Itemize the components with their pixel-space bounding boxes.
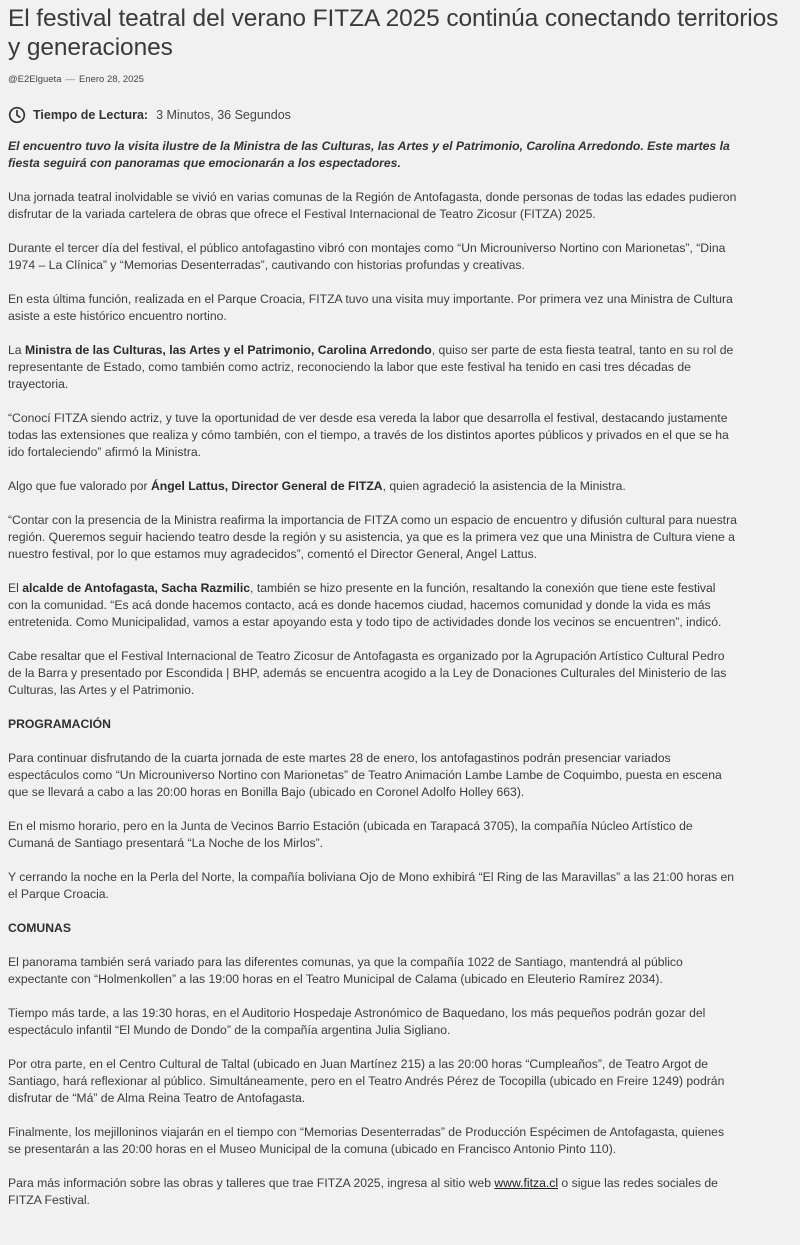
paragraph-3: En esta última función, realizada en el Parque Croacia, FITZA tuvo una visita muy importante. Por primera vez una Ministra de Cultura asiste a este histórico encuentro nortino. bbox=[8, 292, 733, 323]
section-heading-programacion: PROGRAMACIÓN bbox=[8, 717, 111, 731]
paragraph-17-post: o sigue las redes sociales de FITZA Festival. bbox=[8, 1176, 718, 1207]
paragraph-4 bbox=[8, 342, 738, 393]
clock-icon bbox=[8, 106, 26, 124]
paragraph-4-pre: La bbox=[8, 343, 25, 357]
mayor-name: alcalde de Antofagasta, Sacha Razmilic bbox=[22, 581, 251, 595]
director-name: Ángel Lattus, Director General de FITZA bbox=[150, 479, 383, 493]
paragraph-8-pre: El bbox=[8, 581, 23, 595]
paragraph-10: Para continuar disfrutando de la cuarta jornada de este martes 28 de enero, los antofagastinos podrán presenciar variados espectáculos como “Un Microuniverso Nortino con Marionetas” de Teatro Animación Lambe Lambe de Coquimbo, puesta en escena que se llevará a cabo a las 20:00 horas en Bonilla Bajo (ubicado en Coronel Adolfo Holley 663). bbox=[8, 751, 722, 799]
article-lead: El encuentro tuvo la visita ilustre de la Ministra de las Culturas, las Artes y el Patrimonio, Carolina Arredondo. Este martes la fiesta seguirá con panoramas que emocionarán a los espectadores. bbox=[8, 139, 730, 170]
paragraph-7: “Contar con la presencia de la Ministra reafirma la importancia de FITZA como un espacio de encuentro y difusión cultural para nuestra región. Queremos seguir haciendo teatro desde la región y su asistencia, ya que es la primera vez que una Ministra de Cultura viene a nuestro festival, por lo que estamos muy agradecidos”, comentó el Director General, Angel Lattus. bbox=[8, 513, 737, 561]
meta-separator: — bbox=[65, 74, 75, 85]
paragraph-5: “Conocí FITZA siendo actriz, y tuve la oportunidad de ver desde esa vereda la labor que desarrolla el festival, destacando justamente todas las extensiones que realiza y cómo también, con el tiempo, a través de los distintos aportes públicos y privados en el que se ha ido fortaleciendo” afirmó la Ministra. bbox=[8, 411, 729, 459]
paragraph-6 bbox=[8, 478, 738, 495]
publish-date: Enero 28, 2025 bbox=[78, 74, 144, 85]
paragraph-9: Cabe resaltar que el Festival Internacional de Teatro Zicosur de Antofagasta es organizado por la Agrupación Artístico Cultural Pedro de la Barra y presentado por Escondida | BHP, además se encuentra acogido a la Ley de Donaciones Culturales del Ministerio de las Culturas, las Artes y el Patrimonio. bbox=[8, 649, 727, 697]
paragraph-8-post: , también se hizo presente en la función, resaltando la conexión que tiene este festival con la comunidad. “Es acá donde hacemos contacto, acá es donde hacemos ciudad, hacemos comunidad y donde la vida es más entretenida. Como Municipalidad, vamos a estar apoyando esta y todo tipo de actividades donde los vecinos se encuentren”, indicó. bbox=[8, 581, 722, 629]
paragraph-17-pre: Para más información sobre las obras y talleres que trae FITZA 2025, ingresa al sitio web bbox=[8, 1176, 495, 1190]
paragraph-6-post: , quien agradeció la asistencia de la Ministra. bbox=[382, 479, 626, 493]
fitza-website-link[interactable]: www.fitza.cl bbox=[494, 1176, 559, 1190]
paragraph-6-pre: Algo que fue valorado por bbox=[8, 479, 151, 493]
minister-name: Ministra de las Culturas, las Artes y el Patrimonio, Carolina Arredondo bbox=[24, 343, 432, 357]
paragraph-13: El panorama también será variado para las diferentes comunas, ya que la compañía 1022 de Santiago, mantendrá al público expectante con “Holmenkollen” a las 19:00 horas en el Teatro Municipal de Calama (ubicado en Eleuterio Ramírez 2034). bbox=[8, 955, 683, 986]
paragraph-12: Y cerrando la noche en la Perla del Norte, la compañía boliviana Ojo de Mono exhibirá “El Ring de las Maravillas” a las 21:00 horas en el Parque Croacia. bbox=[8, 870, 735, 901]
reading-time-label: Tiempo de Lectura: bbox=[33, 108, 149, 122]
paragraph-17 bbox=[8, 1175, 738, 1209]
reading-time bbox=[8, 106, 792, 124]
paragraph-14: Tiempo más tarde, a las 19:30 horas, en el Auditorio Hospedaje Astronómico de Baquedano, los más pequeños podrán gozar del espectáculo infantil “El Mundo de Dondo” de la compañía argentina Julia Sigliano. bbox=[8, 1006, 706, 1037]
section-heading-comunas: COMUNAS bbox=[8, 921, 71, 935]
paragraph-16: Finalmente, los mejilloninos viajarán en el tiempo con “Memorias Desenterradas” de Producción Espécimen de Antofagasta, quienes se presentarán a las 20:00 horas en el Museo Municipal de la comuna (ubicado en Francisco Antonio Pinto 110). bbox=[8, 1125, 725, 1156]
reading-time-value: 3 Minutos, 36 Segundos bbox=[156, 108, 291, 122]
paragraph-2: Durante el tercer día del festival, el público antofagastino vibró con montajes como “Un Microuniverso Nortino con Marionetas”, “Dina 1974 – La Clínica” y “Memorias Desenterradas”, cautivando con historias profundas y creativas. bbox=[8, 241, 726, 272]
paragraph-11: En el mismo horario, pero en la Junta de Vecinos Barrio Estación (ubicada en Tarapacá 3705), la compañía Núcleo Artístico de Cumaná de Santiago presentará “La Noche de los Mirlos”. bbox=[8, 819, 693, 850]
paragraph-8 bbox=[8, 580, 738, 631]
author-link[interactable]: @E2Elgueta bbox=[8, 74, 62, 85]
paragraph-15: Por otra parte, en el Centro Cultural de Taltal (ubicado en Juan Martínez 215) a las 20:00 horas “Cumpleaños”, de Teatro Argot de Santiago, hará reflexionar al público. Simultáneamente, pero en el Teatro Andrés Pérez de Tocopilla (ubicado en Freire 1249) podrán disfrutar de “Má” de Alma Reina Teatro de Antofagasta. bbox=[8, 1057, 725, 1105]
article-title: El festival teatral del verano FITZA 2025 continúa conectando territorios y generaciones bbox=[8, 5, 779, 61]
paragraph-4-post: , quiso ser parte de esta fiesta teatral, tanto en su rol de representante de Estado, como también como actriz, reconociendo la labor que este festival ha tenido en casi tres décadas de trayectoria. bbox=[8, 343, 734, 391]
paragraph-1: Una jornada teatral inolvidable se vivió en varias comunas de la Región de Antofagasta, donde personas de todas las edades pudieron disfrutar de la variada cartelera de obras que ofrece el Festival Internacional de Teatro Zicosur (FITZA) 2025. bbox=[8, 190, 737, 221]
article-meta bbox=[8, 73, 792, 87]
